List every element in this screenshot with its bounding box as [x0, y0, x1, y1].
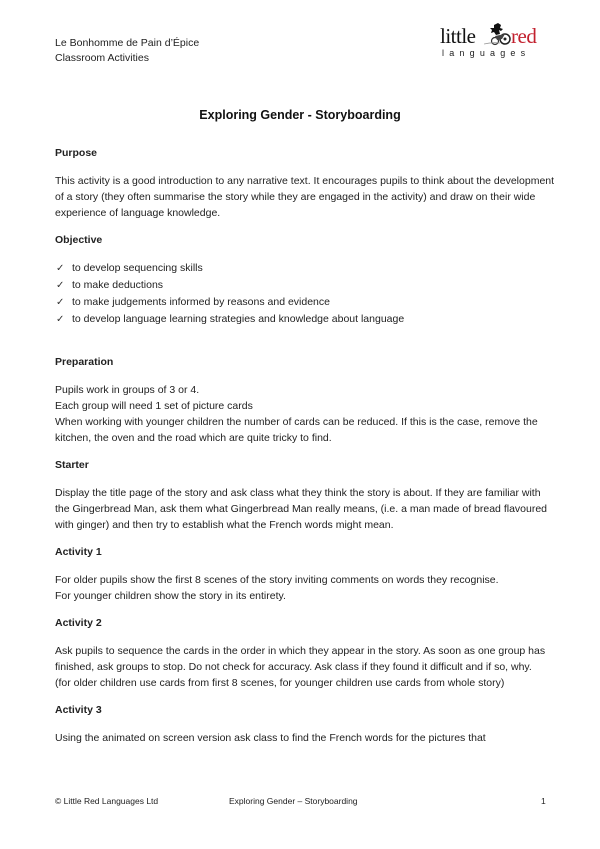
document-title: Exploring Gender - Storyboarding — [199, 108, 401, 122]
header-subtitle: Classroom Activities — [55, 52, 149, 64]
header-story-title: Le Bonhomme de Pain d’Épice — [55, 37, 200, 49]
objective-item — [55, 311, 555, 328]
logo-rider-illustration-icon — [484, 22, 512, 48]
activity-3-text: Using the animated on screen version ask class to find the French words for the pictures that — [55, 732, 486, 744]
objective-item-text: to develop sequencing skills — [72, 262, 203, 274]
logo-word-little: little — [440, 24, 476, 48]
check-icon: ✓ — [56, 297, 65, 308]
objective-item-text: to develop language learning strategies and knowledge about language — [72, 313, 405, 325]
preparation-line: Each group will need 1 set of picture cards — [55, 400, 253, 412]
objective-item — [55, 260, 555, 277]
footer-doc-title: Exploring Gender – Storyboarding — [229, 796, 358, 806]
section-heading-activity-1: Activity 1 — [55, 546, 102, 558]
objective-item-text: to make deductions — [72, 279, 164, 291]
logo-word-red: red — [511, 24, 537, 48]
section-heading-activity-3: Activity 3 — [55, 704, 102, 716]
section-heading-objective: Objective — [55, 234, 103, 246]
activity-2-line: (for older children use cards from first 8 scenes, for younger children use cards from whole story) — [55, 677, 505, 689]
activity-1-line: For older pupils show the first 8 scenes of the story inviting comments on words they recognise. — [55, 574, 499, 586]
check-icon: ✓ — [56, 280, 65, 291]
preparation-line: When working with younger children the number of cards can be reduced. If this is the case, remove the kitchen, the oven and the road which are quite tricky to find. — [55, 416, 538, 444]
activity-1-line: For younger children show the story in its entirety. — [55, 590, 286, 602]
footer-page-number: 1 — [541, 796, 546, 806]
section-heading-preparation: Preparation — [55, 356, 114, 368]
section-heading-purpose: Purpose — [55, 147, 98, 159]
objective-list — [55, 260, 555, 328]
little-red-languages-logo — [440, 22, 550, 64]
document-body — [55, 145, 555, 746]
objective-item — [55, 277, 555, 294]
objective-item — [55, 294, 555, 311]
footer-copyright: © Little Red Languages Ltd — [55, 796, 159, 806]
objective-item-text: to make judgements informed by reasons and evidence — [72, 296, 330, 308]
purpose-text: This activity is a good introduction to any narrative text. It encourages pupils to think about the development of a story (they often summarise the story while they are engaged in the activity) and draw on their wide experience of language knowledge. — [55, 175, 555, 219]
check-icon: ✓ — [56, 314, 65, 325]
document-header — [55, 36, 199, 66]
check-icon: ✓ — [56, 263, 65, 274]
starter-text: Display the title page of the story and ask class what they think the story is about. If they are familiar with the Gingerbread Man, ask them what Gingerbread Man really means, (i.e. a man made of bread flavoured with ginger) and then try to establish what the French words might mean. — [55, 487, 548, 531]
preparation-line: Pupils work in groups of 3 or 4. — [55, 384, 200, 396]
activity-2-line: Ask pupils to sequence the cards in the order in which they appear in the story. As soon as one group has finished, ask groups to stop. Do not check for accuracy. Ask class if they found it difficult and if so, why. — [55, 645, 546, 673]
section-heading-starter: Starter — [55, 459, 89, 471]
logo-subtitle-languages: languages — [442, 48, 531, 58]
section-heading-activity-2: Activity 2 — [55, 617, 102, 629]
